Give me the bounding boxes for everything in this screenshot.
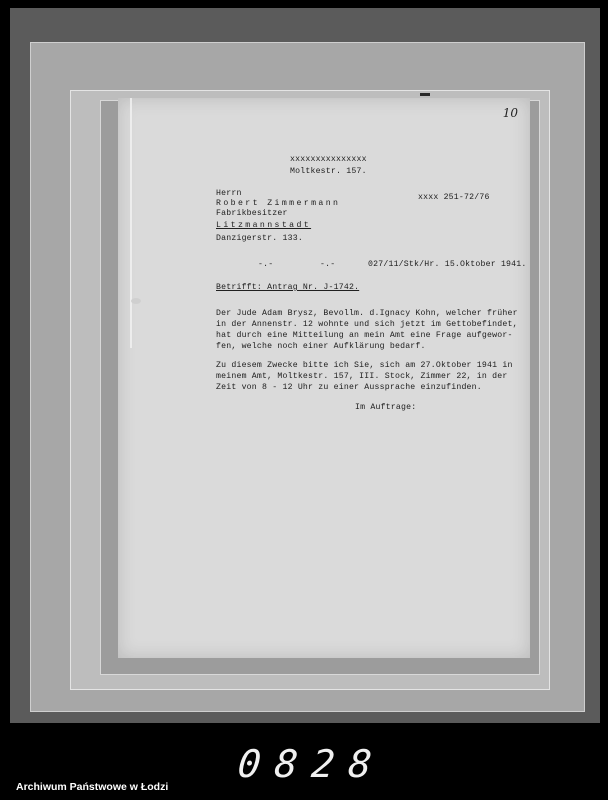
- paragraph1-line: Der Jude Adam Brysz, Bevollm. d.Ignacy Kohn, welcher früher: [216, 309, 518, 318]
- paragraph1-line: fen, welche noch einer Aufklärung bedarf.: [216, 342, 426, 351]
- page-number: 10: [502, 106, 518, 120]
- paper-crease: [130, 98, 132, 348]
- paragraph1-line: in der Annenstr. 12 wohnte und sich jetzt im Gettobefindet,: [216, 320, 518, 329]
- header-address: Moltkestr. 157.: [290, 167, 367, 176]
- paragraph2-line: meinem Amt, Moltkestr. 157, III. Stock, Zimmer 22, in der: [216, 372, 508, 381]
- line-mark-2: -.-: [320, 260, 336, 269]
- header-struck-line: xxxxxxxxxxxxxxx: [290, 155, 367, 164]
- film-frame-number: 0828: [235, 742, 388, 786]
- file-date-line: 027/11/Stk/Hr. 15.Oktober 1941.: [368, 260, 527, 269]
- reference-code: xxxx 251-72/76: [418, 193, 490, 202]
- recipient-salutation: Herrn: [216, 189, 242, 198]
- paragraph2-line: Zu diesem Zwecke bitte ich Sie, sich am 27.Oktober 1941 in: [216, 361, 513, 370]
- recipient-name: Robert Zimmermann: [216, 199, 341, 208]
- paragraph2-line: Zeit von 8 - 12 Uhr zu einer Aussprache einzufinden.: [216, 383, 482, 392]
- recipient-street: Danzigerstr. 133.: [216, 234, 303, 243]
- recipient-city: Litzmannstadt: [216, 221, 312, 230]
- letter-sheet: [118, 98, 530, 658]
- mount-tick-mark: [420, 93, 430, 96]
- closing-line: Im Auftrage:: [355, 403, 417, 412]
- paper-blemish: [131, 298, 141, 304]
- line-mark-1: -.-: [258, 260, 274, 269]
- subject-line: Betrifft: Antrag Nr. J-1742.: [216, 283, 360, 292]
- recipient-title: Fabrikbesitzer: [216, 209, 288, 218]
- paragraph1-line: hat durch eine Mitteilung an mein Amt eine Frage aufgewor-: [216, 331, 513, 340]
- archive-label: Archiwum Państwowe w Łodzi: [16, 781, 169, 793]
